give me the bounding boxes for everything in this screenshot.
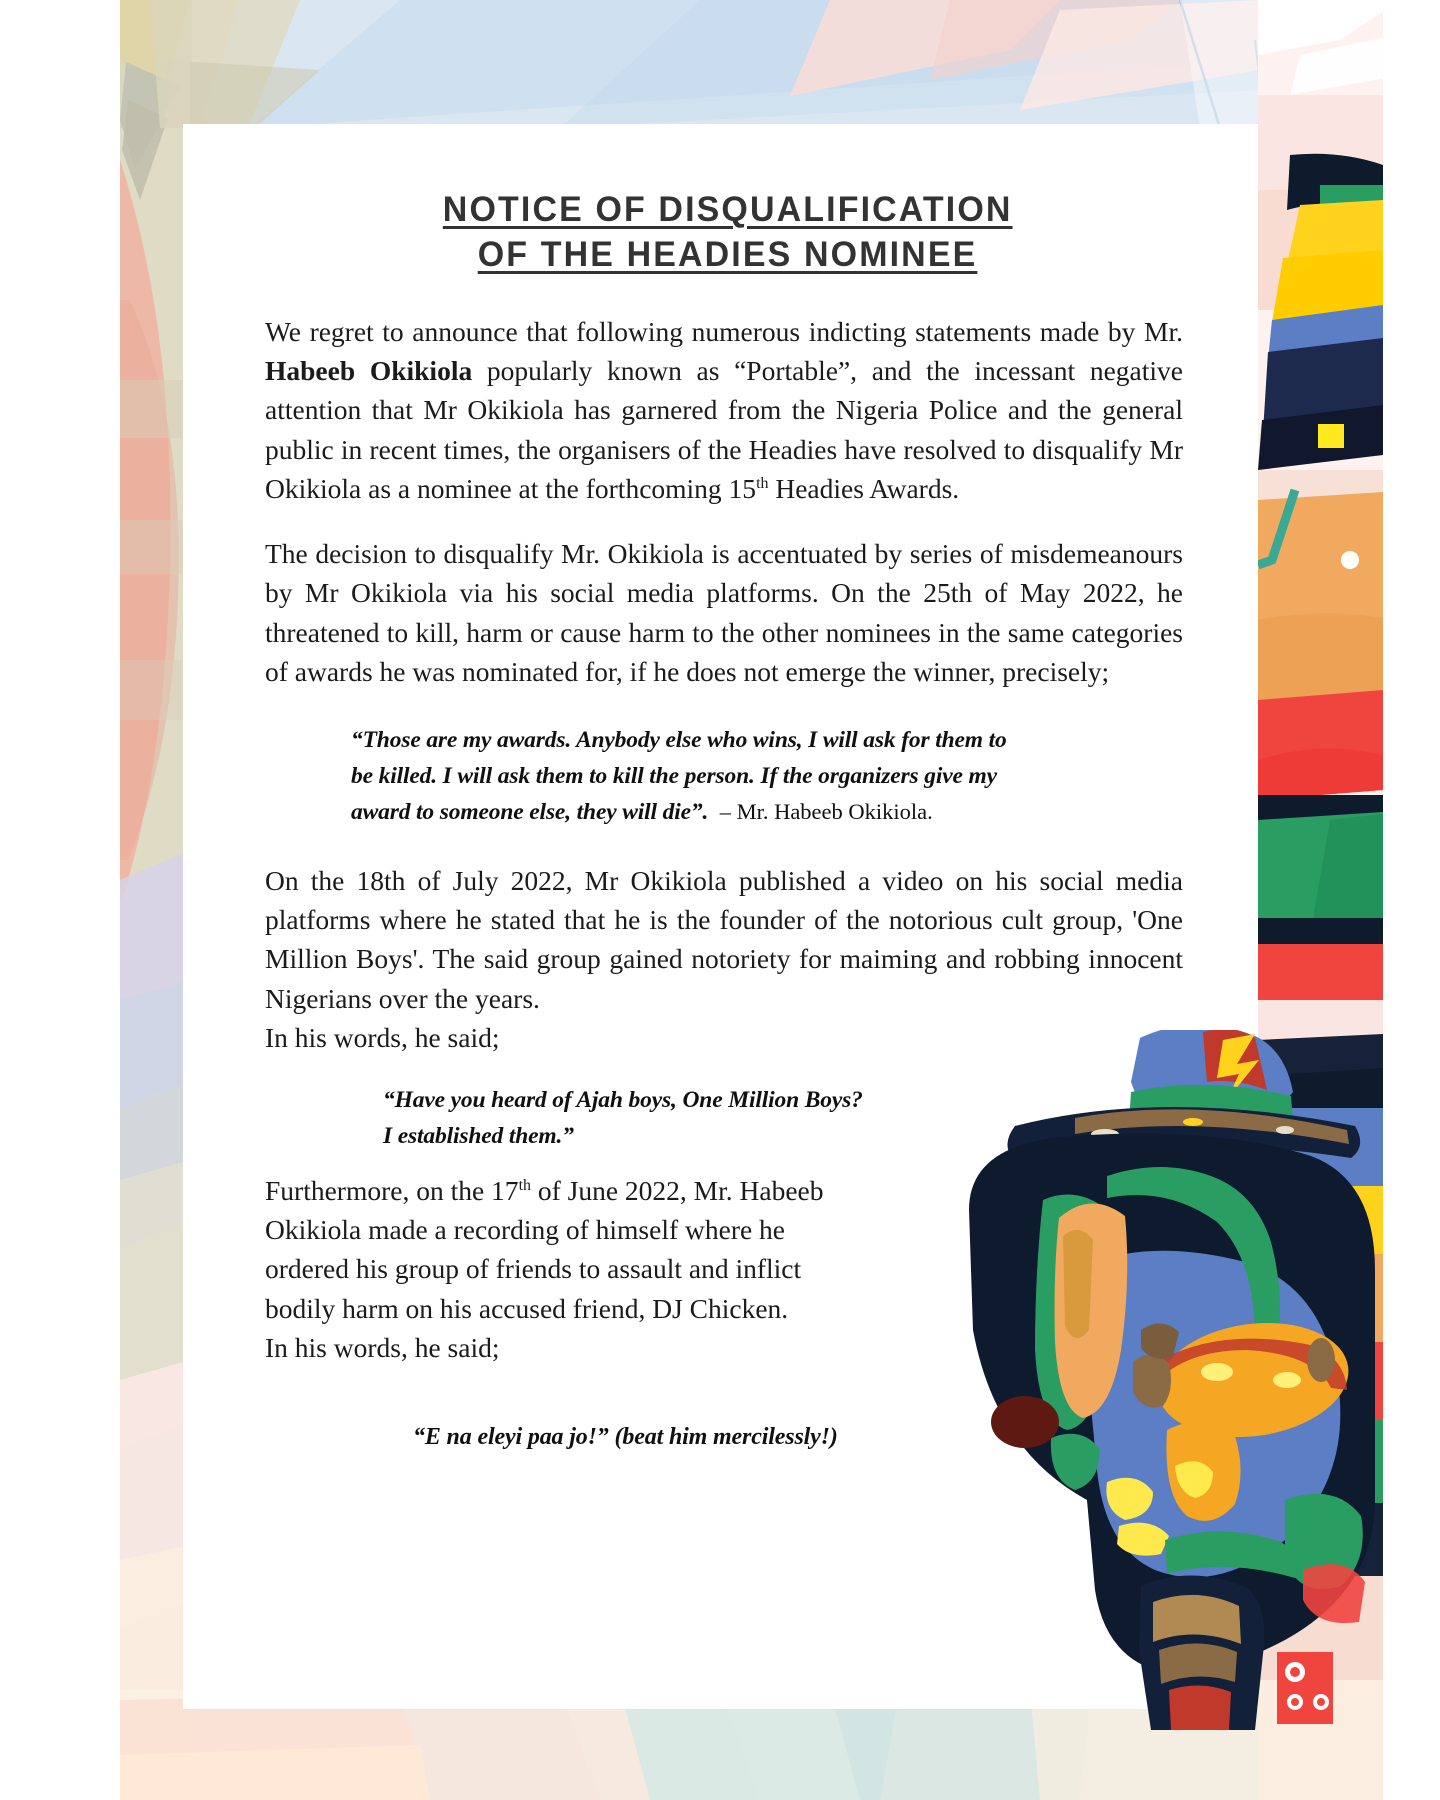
paragraph-3: On the 18th of July 2022, Mr Okikiola published a video on his social media platforms where he stated that he is the founder of the notorious cult group, 'One Million Boys'. The said group gained notoriety for maiming and robbing innocent Nigerians over the years.: [265, 864, 1183, 1014]
paragraph-4-part-b: of June 2022, Mr. Habeeb Okikiola made a recording of himself where he ordered his group of friends to assault and inflict bodily harm on his accused friend, DJ Chicken.: [265, 1174, 824, 1324]
paragraph-1-part-a: We regret to announce that following numerous indicting statements made by Mr.: [265, 315, 1183, 347]
subject-name: Habeeb Okikiola: [265, 354, 473, 386]
ordinal-suffix-15th: th: [756, 474, 769, 492]
paragraph-4: [265, 1171, 865, 1328]
notice-content: [265, 188, 1190, 1456]
quote-3-text: “E na eleyi paa jo!”: [413, 1424, 609, 1451]
notice-body: [265, 312, 1183, 1456]
quote-1-attribution: – Mr. Habeeb Okikiola.: [719, 798, 933, 824]
ordinal-suffix-17th: th: [518, 1176, 531, 1194]
paragraph-4-part-a: Furthermore, on the 17: [265, 1174, 519, 1206]
quote-1-text: “Those are my awards. Anybody else who wins, I will ask for them to be killed. I will ask them to kill the person. If the organizers give my award to someone else, they will die”.: [351, 727, 1007, 825]
quote-block-2: [265, 1083, 1183, 1154]
quote-block-3: [265, 1419, 1183, 1455]
paragraph-4-tail: In his words, he said;: [265, 1331, 500, 1363]
page-title: [265, 188, 1190, 278]
quote-block-1: [265, 723, 1025, 830]
paragraph-1-part-b: popularly known as “Portable”, and the incessant negative attention that Mr Okikiola has garnered from the Nigeria Police and the general public in recent times, the organisers of the Headies have resolved to disqualify Mr Okikiola as a nominee at the forthcoming 15: [265, 354, 1183, 504]
quote-3-gloss: (beat him mercilessly!): [614, 1424, 838, 1451]
title-line-2: OF THE HEADIES NOMINEE: [477, 234, 978, 274]
paragraph-3-tail: In his words, he said;: [265, 1021, 500, 1053]
title-line-1: NOTICE OF DISQUALIFICATION: [442, 190, 1013, 229]
paragraph-4-wrapper: [265, 1171, 865, 1368]
paragraph-2: The decision to disqualify Mr. Okikiola is accentuated by series of misdemeanours by Mr Okikiola via his social media platforms. On the 25th of May 2022, he threatened to kill, harm or cause harm to the other nominees in the same categories of awards he was nominated for, if he does not emerge the winner, precisely;: [265, 538, 1183, 688]
quote-2-line-1: “Have you heard of Ajah boys, One Million Boys?: [383, 1087, 863, 1114]
paragraph-1-part-c: Headies Awards.: [768, 472, 960, 504]
quote-2-line-2: I established them.”: [383, 1122, 574, 1149]
paragraph-1: [265, 312, 1183, 509]
